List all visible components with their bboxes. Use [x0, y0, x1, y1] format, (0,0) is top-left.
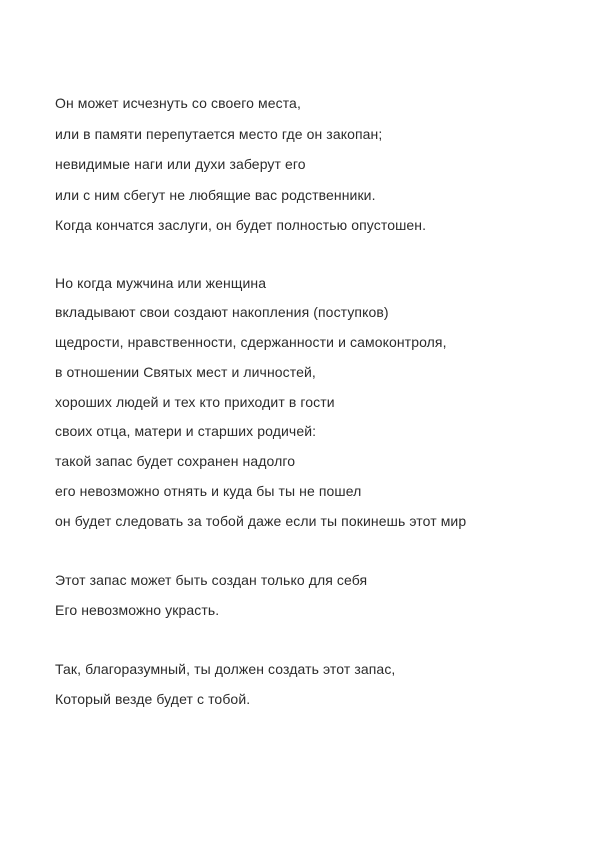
text-line: своих отца, матери и старших родичей:	[55, 423, 317, 440]
text-line: щедрости, нравственности, сдержанности и самоконтроля,	[55, 334, 447, 351]
text-line: Но когда мужчина или женщина	[55, 274, 267, 291]
text-line: хороших людей и тех кто приходит в гости	[55, 393, 335, 410]
text-line: Этот запас может быть создан только для себя	[55, 571, 368, 588]
text-line: он будет следовать за тобой даже если ты покинешь этот мир	[55, 512, 467, 529]
text-line: невидимые наги или духи заберут его	[55, 156, 306, 172]
text-line: или с ним сбегут не любящие вас родственники.	[55, 186, 376, 203]
paragraph-stanza-4	[0, 654, 600, 715]
text-line: вкладывают свои создают накопления (поступков)	[55, 304, 389, 321]
text-line: Он может исчезнуть со своего места,	[55, 95, 301, 111]
paragraph-stanza-1	[0, 88, 600, 241]
text-line: Его невозможно украсть.	[55, 602, 220, 619]
paragraph-stanza-3	[0, 565, 600, 626]
paragraph-stanza-2	[0, 269, 600, 537]
text-line: или в памяти перепутается место где он закопан;	[55, 125, 383, 142]
text-line: такой запас будет сохранен надолго	[55, 453, 296, 470]
text-line: его невозможно отнять и куда бы ты не пошел	[55, 483, 362, 500]
document-text-body	[0, 88, 600, 715]
text-line: в отношении Святых мест и личностей,	[55, 363, 316, 380]
text-line: Так, благоразумный, ты должен создать этот запас,	[55, 660, 396, 677]
text-line: Который везде будет с тобой.	[55, 691, 251, 708]
text-line: Когда кончатся заслуги, он будет полностью опустошен.	[55, 217, 427, 233]
